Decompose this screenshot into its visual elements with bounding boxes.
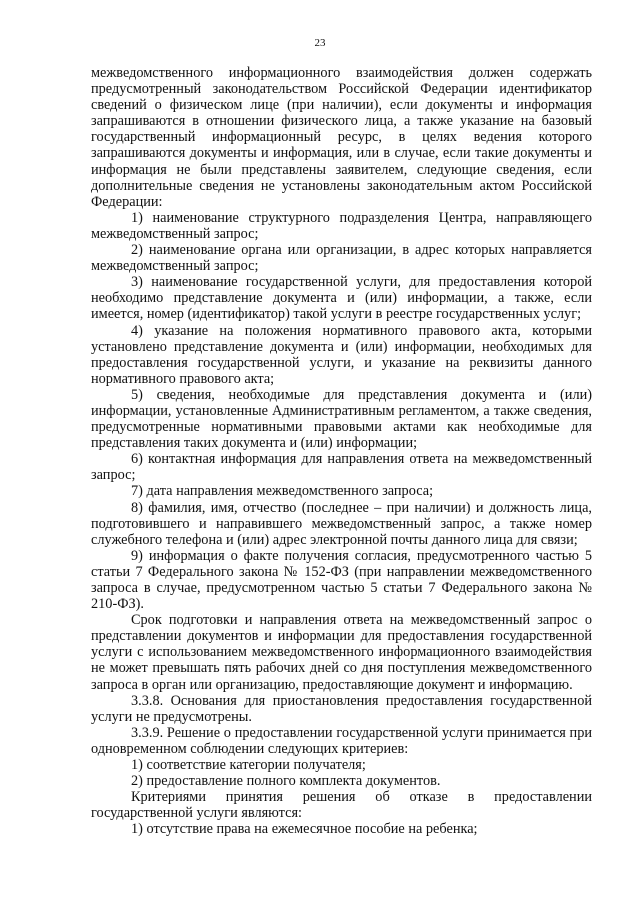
list-item: 2) предоставление полного комплекта документов. [131,773,441,790]
list-item: 2) наименование органа или организации, в адрес которых направляется межведомственный запрос; [91,242,592,275]
paragraph-section-3-3-8: 3.3.8. Основания для приостановления предоставления государственной услуги не предусмотрены. [91,692,592,725]
list-item: 1) наименование структурного подразделения Центра, направляющего межведомственный запрос; [91,209,592,242]
list-item: 4) указание на положения нормативного правового акта, которыми установлено представление документа и (или) информации, необходимых для предоставления государственной услуги, и указание на реквизиты данного нормативного правового акта; [91,322,592,387]
paragraph-section-3-3-9: 3.3.9. Решение о предоставлении государственной услуги принимается при одновременном соблюдении следующих критериев: [91,724,592,757]
paragraph-intro: межведомственного информационного взаимодействия должен содержать предусмотренный законодательством Российской Федерации идентификатор сведений о физическом лице (при наличии), если документы и информация запрашиваются в отношении физического лица, а также указание на базовый государственный информационный ресурс, в целях ведения которого запрашиваются документы и информация, или в случае, если такие документы и информация не были представлены заявителем, следующие сведения, если дополнительные сведения не установлены законодательным актом Российской Федерации: [91,65,592,210]
paragraph-refusal-criteria: Критериями принятия решения об отказе в предоставлении государственной услуги являются: [91,789,592,822]
page-number: 23 [314,37,326,49]
list-item: 7) дата направления межведомственного запроса; [131,483,434,500]
document-body [91,65,592,838]
list-item: 6) контактная информация для направления ответа на межведомственный запрос; [91,451,592,484]
list-item: 1) отсутствие права на ежемесячное пособие на ребенка; [131,821,478,838]
list-item: 9) информация о факте получения согласия, предусмотренного частью 5 статьи 7 Федерального закона № 152-ФЗ (при направлении межведомственного запроса в случае, предусмотренном частью 5 статьи 7 Федерального закона № 210-ФЗ). [91,547,592,613]
list-item: 8) фамилия, имя, отчество (последнее – при наличии) и должность лица, подготовившего и направившего межведомственный запрос, а также номер служебного телефона и (или) адрес электронной почты данного лица для связи; [91,499,592,548]
list-item: 1) соответствие категории получателя; [131,757,366,774]
list-item: 5) сведения, необходимые для представления документа и (или) информации, установленные Административным регламентом, а также сведения, предусмотренные нормативными правовыми актами как необходимые для представления таких документа и (или) информации; [91,386,592,452]
list-item: 3) наименование государственной услуги, для предоставления которой необходимо представление документа и (или) информации, а также, если имеется, номер (идентификатор) такой услуги в реестре государственных услуг; [91,274,592,323]
paragraph-response-deadline: Срок подготовки и направления ответа на межведомственный запрос о представлении документов и информации для предоставления государственной услуги с использованием межведомственного информационного взаимодействия не может превышать пять рабочих дней со дня поступления межведомственного запроса в орган или организацию, предоставляющие документ и информацию. [91,612,592,693]
